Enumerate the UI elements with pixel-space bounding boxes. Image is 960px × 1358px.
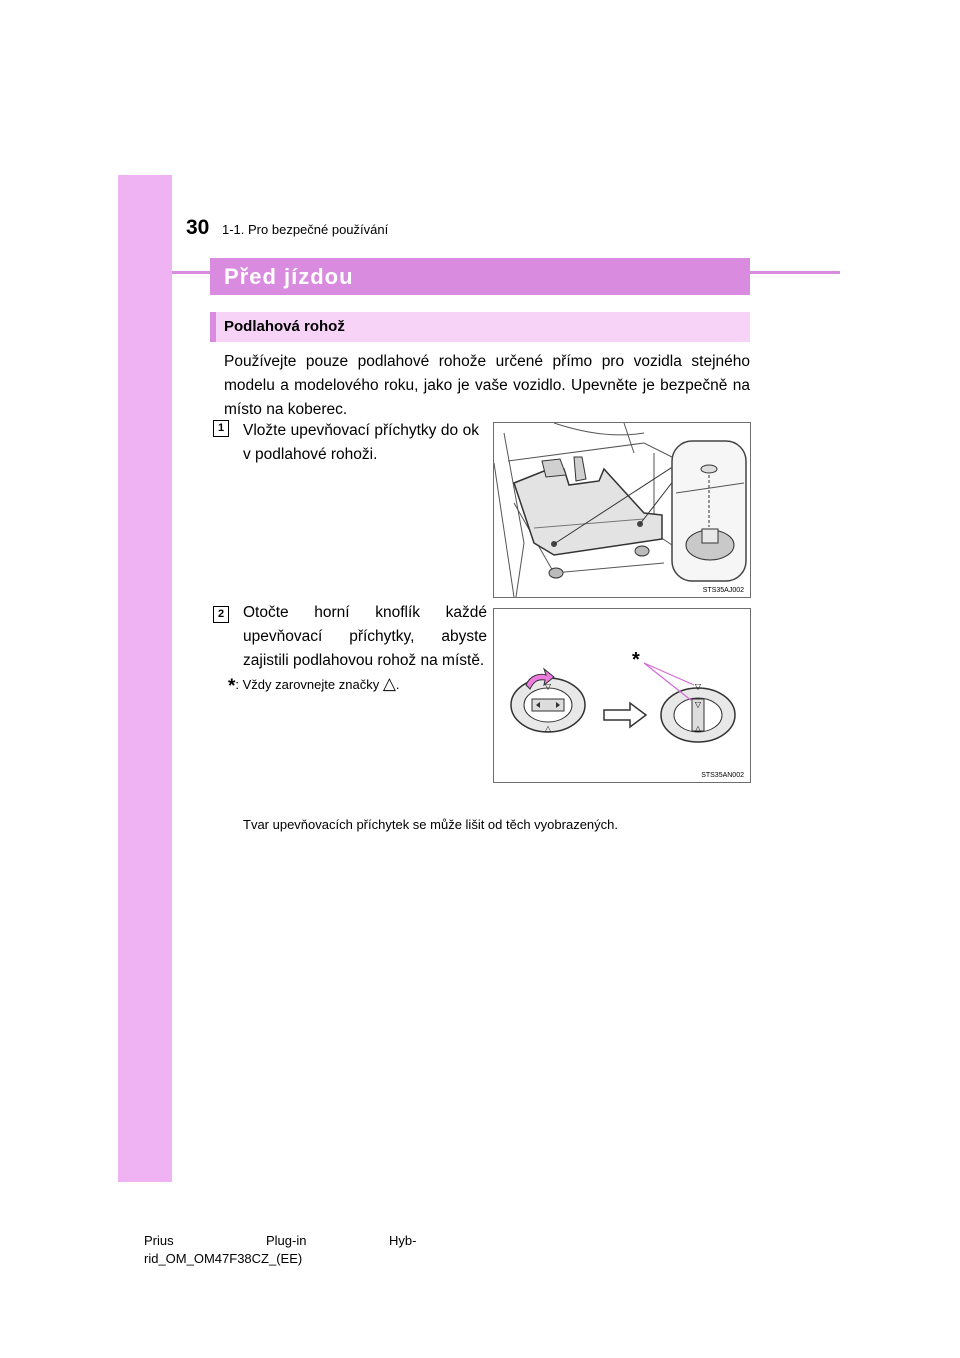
footer-model: Prius	[144, 1233, 174, 1248]
step-number-2: 2	[213, 606, 229, 623]
clip-rotation-illustration	[494, 609, 750, 782]
figure-code-2: STS35AN002	[701, 772, 744, 779]
footer-variant: Plug-in	[266, 1233, 307, 1248]
note-marker: *	[228, 676, 236, 697]
floor-mat-illustration	[494, 423, 750, 597]
section-title-bar	[210, 258, 750, 295]
svg-text:△: △	[694, 724, 702, 733]
footer-type: Hyb-	[389, 1233, 417, 1248]
chapter-title: 1-1. Pro bezpečné používání	[222, 222, 389, 237]
step-number-1: 1	[213, 420, 229, 437]
figure-code-1: STS35AJ002	[702, 587, 744, 594]
step-text-1: Vložte upevňovací příchytky do ok v podlahové rohoži.	[243, 422, 479, 463]
subsection-accent	[210, 312, 216, 342]
page-number: 30	[186, 216, 210, 239]
svg-text:▽: ▽	[544, 682, 552, 691]
figure-clip-rotation	[493, 608, 751, 783]
subsection-title: Podlahová rohož	[224, 318, 345, 335]
svg-text:△: △	[544, 724, 552, 733]
triangle-mark-icon: △	[382, 674, 396, 693]
note-text: : Vždy zarovnejte značky	[235, 677, 380, 692]
figure-caption: Tvar upevňovacích příchytek se může lišit od těch vyobrazených.	[243, 817, 619, 832]
figure-floor-mat-hooks	[493, 422, 751, 598]
svg-text:▽: ▽	[694, 682, 702, 691]
subsection-bar	[210, 312, 750, 342]
note	[228, 674, 400, 698]
chapter-sidebar-tab	[118, 175, 172, 1182]
note-end: .	[395, 677, 400, 692]
section-title: Před jízdou	[224, 264, 354, 289]
step-text-2: Otočte horní knoflík každé upevňovací příchytky, abyste zajistili podlahovou rohož na místě.	[243, 604, 487, 669]
footer-manual-id: rid_OM_OM47F38CZ_(EE)	[144, 1251, 303, 1266]
intro-paragraph: Používejte pouze podlahové rohože určené přímo pro vozidla stejného modelu a modelového roku, jako je vaše vozidlo. Upevněte je bezpečně na místo na koberec.	[224, 353, 750, 418]
figure-asterisk: *	[632, 649, 640, 671]
svg-text:▽: ▽	[694, 700, 702, 709]
